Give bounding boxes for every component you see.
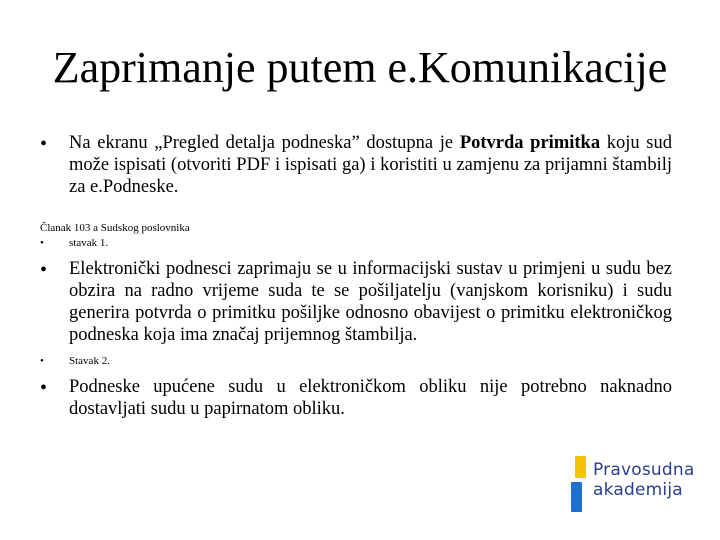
bullet-marker-small: • [40, 355, 44, 367]
paragraph-elektronicki-podnesci: Elektronički podnesci zaprimaju se u informacijski sustav u primjeni u sudu bez obzira na radno vrijeme suda te se pošiljatelju (vanjskom korisniku) i sudu generira potvrda o primitku pošiljke odnosno obavijest o primitku elektroničkog podneska koja ima značaj prijemnog štambilja. [69, 259, 672, 345]
logo-mark-icon [571, 456, 589, 512]
pravosudna-akademija-logo [571, 456, 695, 512]
logo-text-line1: Pravosudna [593, 460, 695, 480]
paragraph-papirnati-oblik: Podneske upućene sudu u elektroničkom obliku nije potrebno naknadno dostavljati sudu u papirnatom obliku. [69, 377, 672, 419]
bullet-marker-small: • [40, 237, 44, 249]
bullet-marker: • [40, 259, 48, 281]
stavak-2-label: Stavak 2. [69, 355, 110, 367]
stavak-1-label: stavak 1. [69, 237, 109, 249]
article-reference: Članak 103 a Sudskog poslovnika [40, 222, 190, 234]
slide-title: Zaprimanje putem e.Komunikacije [52, 43, 668, 92]
para1-bold-term: Potvrda primitka [459, 133, 601, 153]
bullet-marker: • [40, 133, 48, 155]
para1-text-after: koju sud može ispisati (otvoriti PDF i ispisati ga) i koristiti u zamjenu za prijamni štambilj za e.Podneske. [69, 133, 672, 197]
paragraph-potvrda-primitka [69, 132, 672, 198]
bullet-marker: • [40, 377, 48, 399]
para1-text-before: Na ekranu „Pregled detalja podneska” dostupna je [69, 133, 460, 153]
logo-text-line2: akademija [593, 480, 683, 500]
